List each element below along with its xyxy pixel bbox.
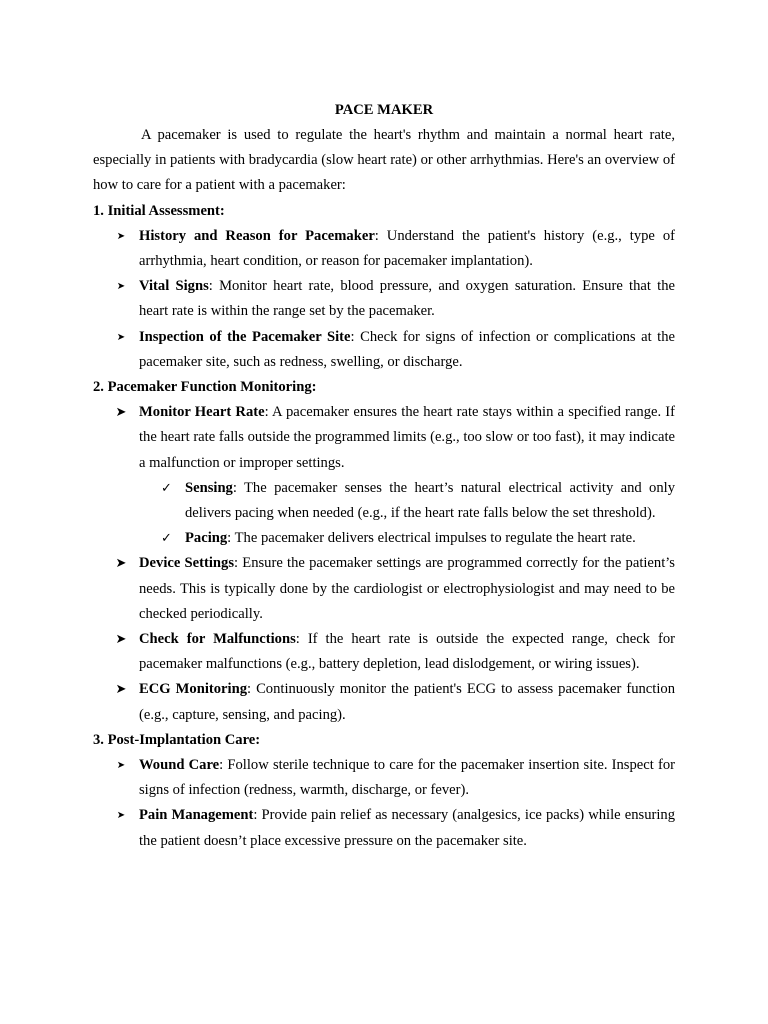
arrowhead-bullet-icon: ➤ <box>115 632 127 648</box>
subitem-text: : The pacemaker senses the heart’s natural electrical activity and only delivers pacing when needed (e.g., if the heart rate falls below the set threshold). <box>185 479 675 522</box>
item-term: Pain Management <box>139 807 254 824</box>
list-item <box>93 627 675 677</box>
sub-list-item <box>139 526 675 551</box>
checkmark-icon: ✓ <box>161 531 172 547</box>
list-item <box>93 325 675 375</box>
list-item <box>93 677 675 727</box>
item-term: Wound Care <box>139 757 220 774</box>
arrowhead-bullet-icon: ➤ <box>116 331 126 343</box>
item-term: Monitor Heart Rate <box>139 404 265 421</box>
section-heading-initial-assessment: 1. Initial Assessment: <box>93 202 225 219</box>
document-title: PACE MAKER <box>334 102 434 118</box>
section-list-pacemaker-function-monitoring <box>93 400 675 728</box>
intro-paragraph: A pacemaker is used to regulate the heart's rhythm and maintain a normal heart rate, especially in patients with bradycardia (slow heart rate) or other arrhythmias. Here's an overview of how to care for a patient with a pacemaker: <box>93 127 675 194</box>
list-item <box>93 753 675 803</box>
sub-list <box>139 476 675 552</box>
arrowhead-bullet-icon: ➤ <box>115 405 127 421</box>
arrowhead-bullet-icon: ➤ <box>116 760 126 772</box>
arrowhead-bullet-icon: ➤ <box>116 810 126 822</box>
item-text: : Provide pain relief as necessary (analgesics, ice packs) while ensuring the patient doesn’t place excessive pressure on the pacemaker site. <box>139 807 676 849</box>
item-text: : Ensure the pacemaker settings are programmed correctly for the patient’s needs. This is typically done by the cardiologist or electrophysiologist and may need to be checked periodically. <box>139 555 675 622</box>
section-heading-pacemaker-function-monitoring: 2. Pacemaker Function Monitoring: <box>93 379 317 396</box>
section-list-initial-assessment <box>93 224 675 375</box>
arrowhead-bullet-icon: ➤ <box>116 281 126 293</box>
subitem-term: Pacing <box>185 530 228 547</box>
list-item <box>93 224 675 274</box>
arrowhead-bullet-icon: ➤ <box>115 556 127 572</box>
arrowhead-bullet-icon: ➤ <box>116 230 126 242</box>
item-text: : Continuously monitor the patient's ECG to assess pacemaker function (e.g., capture, sensing, and pacing). <box>139 681 675 723</box>
subitem-term: Sensing <box>185 479 233 496</box>
item-text: : Follow sterile technique to care for the pacemaker insertion site. Inspect for signs of infection (redness, warmth, discharge, or fever). <box>139 757 675 799</box>
item-text: : Monitor heart rate, blood pressure, and oxygen saturation. Ensure that the heart rate is within the range set by the pacemaker. <box>139 278 675 320</box>
section-list-post-implantation-care <box>93 753 675 854</box>
item-term: Check for Malfunctions <box>139 631 296 648</box>
arrowhead-bullet-icon: ➤ <box>115 682 127 698</box>
item-term: Inspection of the Pacemaker Site <box>139 328 351 345</box>
item-text: : If the heart rate is outside the expected range, check for pacemaker malfunctions (e.g., battery depletion, lead dislodgement, or wiring issues). <box>139 631 675 673</box>
item-term: ECG Monitoring <box>139 681 247 698</box>
document-page <box>93 98 675 854</box>
subitem-text: : The pacemaker delivers electrical impulses to regulate the heart rate. <box>227 530 636 547</box>
sub-list-item <box>139 476 675 526</box>
list-item <box>93 551 675 627</box>
item-term: Vital Signs <box>139 278 209 295</box>
item-text: : Check for signs of infection or complications at the pacemaker site, such as redness, swelling, or discharge. <box>139 328 675 370</box>
item-text: : Understand the patient's history (e.g., type of arrhythmia, heart condition, or reason for pacemaker implantation). <box>139 227 675 270</box>
checkmark-icon: ✓ <box>161 480 172 496</box>
list-item <box>93 803 675 853</box>
item-term: Device Settings <box>139 555 235 572</box>
list-item <box>93 400 675 551</box>
list-item <box>93 274 675 324</box>
section-heading-post-implantation-care: 3. Post-Implantation Care: <box>93 731 261 748</box>
item-term: History and Reason for Pacemaker <box>139 227 375 244</box>
item-text: : A pacemaker ensures the heart rate stays within a specified range. If the heart rate falls outside the programmed limits (e.g., too slow or too fast), it may indicate a malfunction or improper settings. <box>139 404 676 471</box>
